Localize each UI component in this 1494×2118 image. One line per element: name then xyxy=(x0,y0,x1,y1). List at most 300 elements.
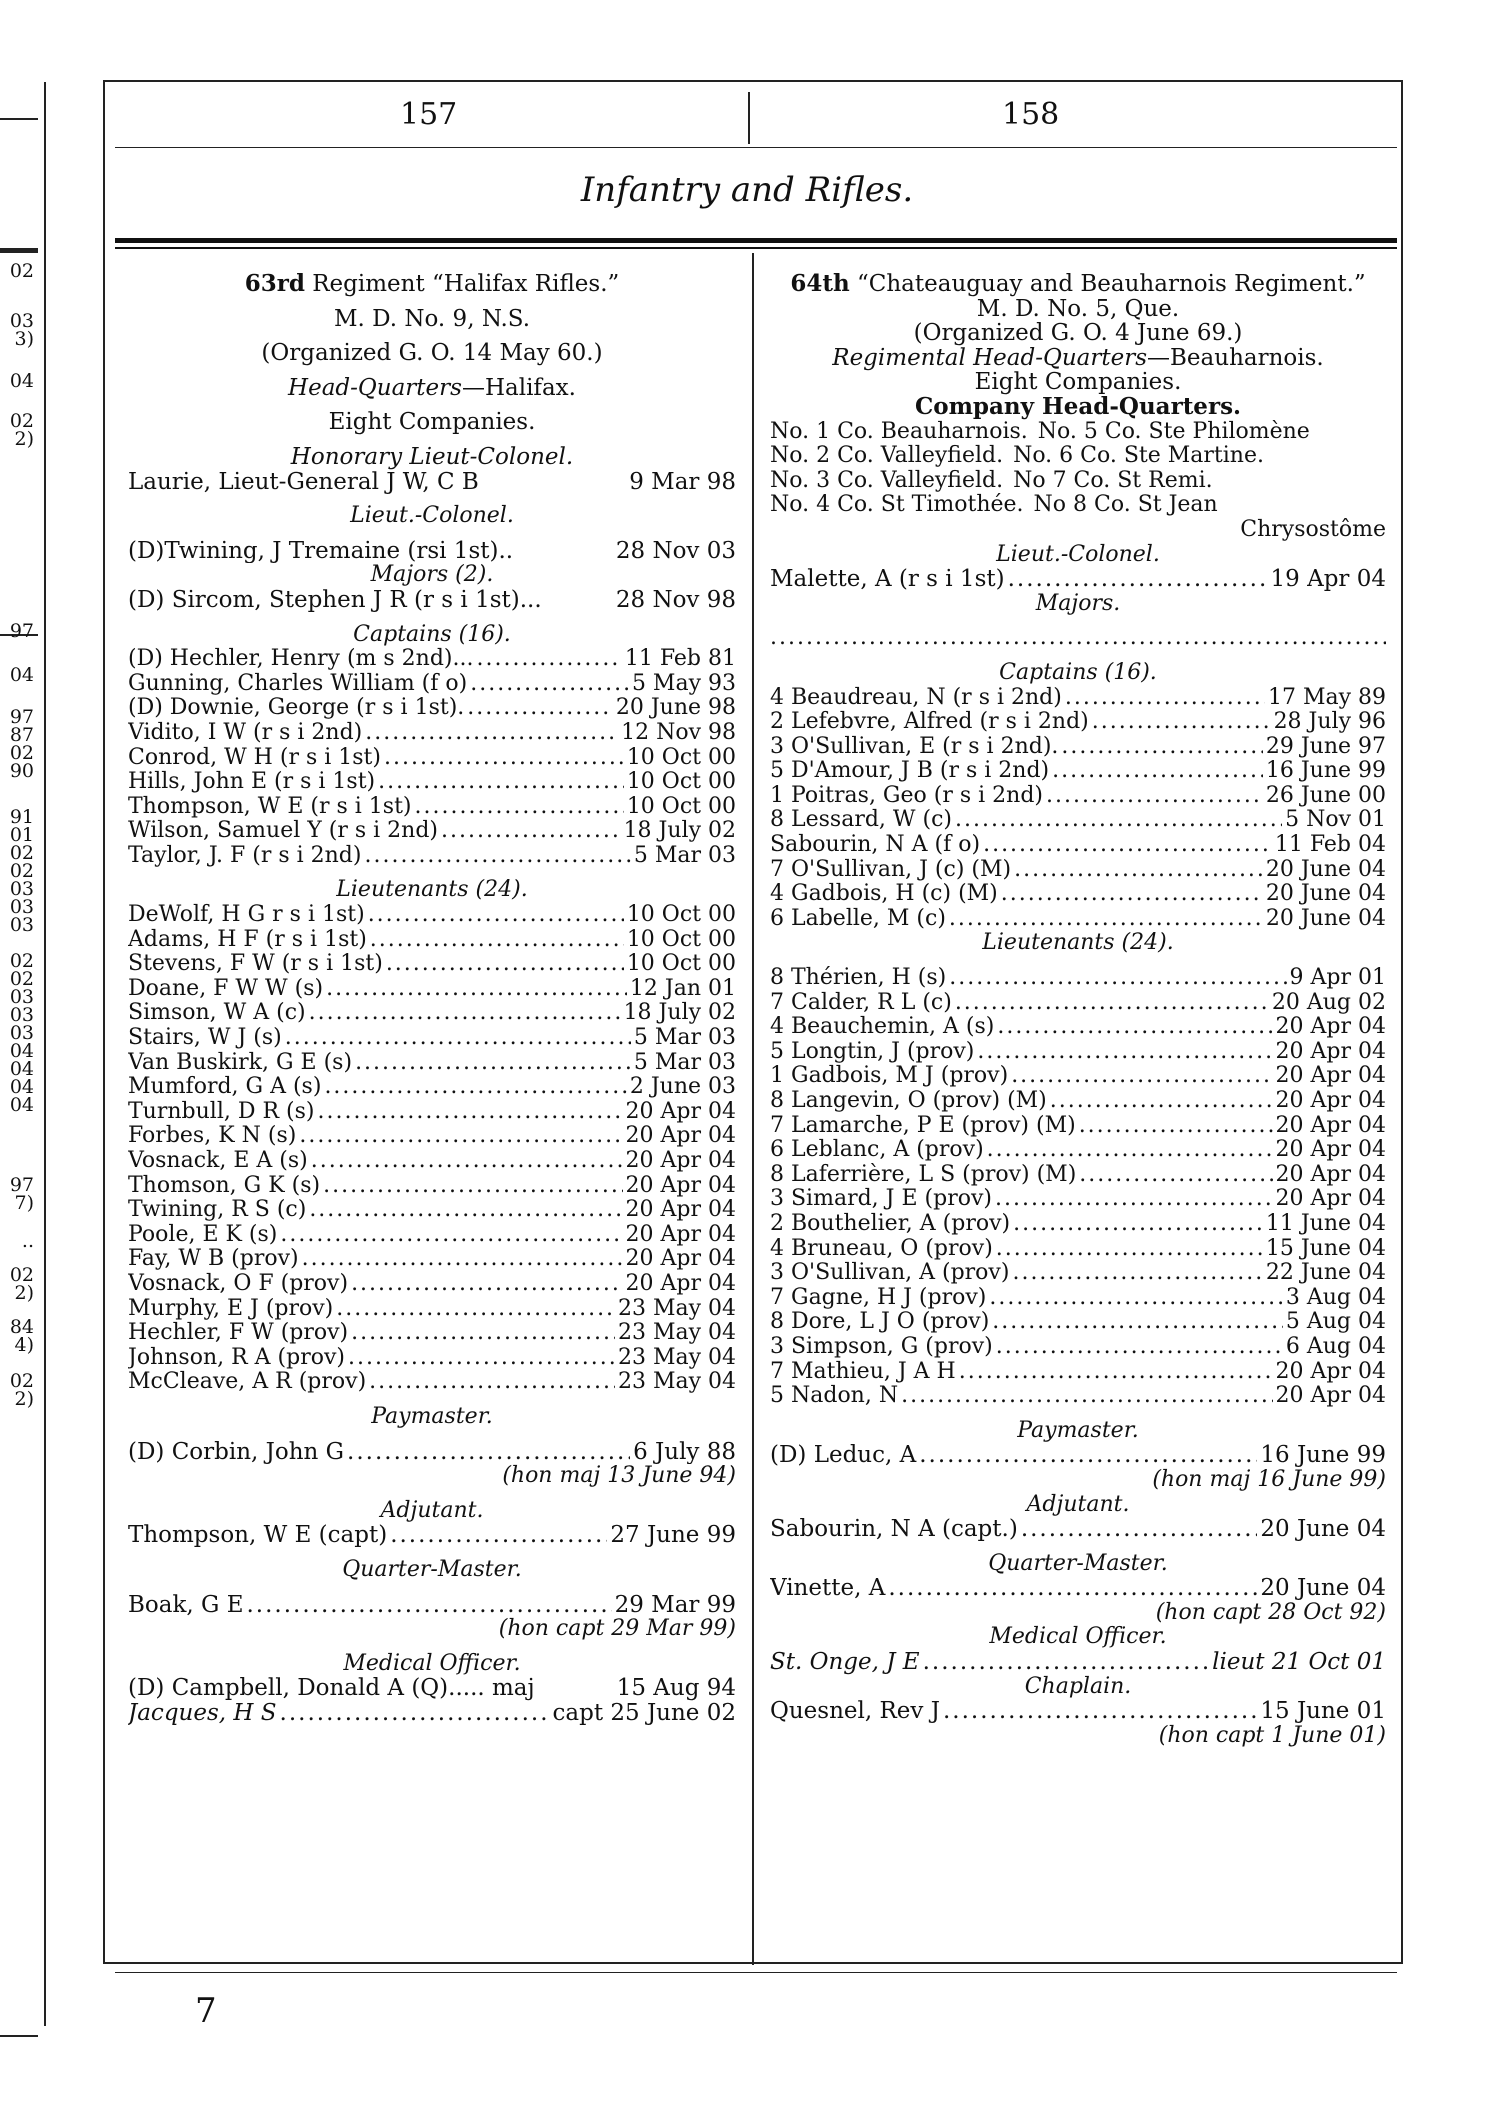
officer-date: 20 Apr 04 xyxy=(625,1222,736,1247)
margin-number: 03 xyxy=(9,914,34,936)
regiment-64th-column xyxy=(770,272,1386,1748)
officer-row xyxy=(770,858,1386,883)
officer-name: (D) Downie, George (r s i 1st). xyxy=(128,696,465,721)
officer-name: Adams, H F (r s i 1st) xyxy=(128,927,367,952)
military-district: M. D. No. 9, N.S. xyxy=(333,305,531,332)
officer-name: Mumford, G A (s) xyxy=(128,1075,322,1100)
officer-row xyxy=(770,567,1386,592)
officer-row xyxy=(128,1174,736,1199)
margin-number: 03 xyxy=(9,310,34,332)
officer-date: 5 May 93 xyxy=(631,671,736,696)
officer-name: McCleave, A R (prov) xyxy=(128,1370,367,1395)
officer-name: Doane, F W W (s) xyxy=(128,976,324,1001)
hq-label: Regimental Head-Quarters xyxy=(832,344,1148,371)
organized-order: (Organized G. O. 4 June 69.) xyxy=(913,320,1243,347)
page-number-left: 157 xyxy=(400,97,458,132)
officer-note: (hon capt 29 Mar 99) xyxy=(498,1616,736,1642)
officer-row xyxy=(770,1212,1386,1237)
officer-name: Forbes, K N (s) xyxy=(128,1124,297,1149)
margin-number: 02 xyxy=(9,950,34,972)
company-hq-row xyxy=(770,469,1386,494)
officer-name: 8 Laferrière, L S (prov) (M) xyxy=(770,1162,1077,1187)
officer-name: (D) Leduc, A xyxy=(770,1443,917,1468)
officer-date: 29 Mar 99 xyxy=(614,1592,736,1618)
paymaster-heading: Paymaster. xyxy=(1017,1417,1139,1443)
officer-date: 18 July 02 xyxy=(623,819,736,844)
page-number-right: 158 xyxy=(1002,97,1060,132)
officer-row xyxy=(128,1272,736,1297)
officer-row xyxy=(128,1026,736,1051)
officer-date: 5 Mar 03 xyxy=(633,1050,736,1075)
officer-name: 3 Simpson, G (prov) xyxy=(770,1334,993,1359)
officer-row xyxy=(128,1247,736,1272)
officer-date: 20 Apr 04 xyxy=(1275,1039,1386,1064)
margin-number: .. xyxy=(21,1230,34,1252)
company-hq-entry: No. 2 Co. Valleyfield. xyxy=(770,443,1004,469)
quartermaster-heading: Quarter-Master. xyxy=(988,1550,1168,1576)
margin-number: 84 xyxy=(9,1316,34,1338)
adjutant-heading: Adjutant. xyxy=(1026,1491,1130,1517)
margin-number: 02 xyxy=(9,410,34,432)
officer-date: 5 Mar 03 xyxy=(633,843,736,868)
officer-date: 20 Apr 04 xyxy=(1275,1187,1386,1212)
officer-row xyxy=(128,721,736,746)
medical-officer-heading: Medical Officer. xyxy=(343,1650,521,1676)
officer-date: 10 Oct 00 xyxy=(626,794,736,819)
officer-date: 20 June 98 xyxy=(615,696,736,721)
captains-list xyxy=(770,686,1386,932)
officer-name: 4 Gadbois, H (c) (M) xyxy=(770,882,998,907)
margin-number: 03 xyxy=(9,986,34,1008)
officer-date: 20 June 04 xyxy=(1265,882,1386,907)
margin-number: 3) xyxy=(14,328,34,350)
officer-name: 1 Poitras, Geo (r s i 2nd) xyxy=(770,783,1044,808)
officer-note: (hon maj 13 June 94) xyxy=(502,1463,736,1489)
officer-name: Thompson, W E (r s i 1st) xyxy=(128,794,412,819)
officer-row xyxy=(128,928,736,953)
company-hq-heading: Company Head-Quarters. xyxy=(914,392,1242,420)
officer-name: Sabourin, N A (f o) xyxy=(770,833,981,858)
officer-date: 15 Aug 94 xyxy=(616,1676,736,1701)
column-divider xyxy=(752,253,754,1965)
officer-name: (D) Campbell, Donald A (Q)..... maj xyxy=(128,1676,535,1701)
officer-row xyxy=(770,1286,1386,1311)
officer-row xyxy=(128,1149,736,1174)
company-hq-entry: No 8 Co. St Jean xyxy=(1033,492,1218,518)
officer-name: Taylor, J. F (r s i 2nd) xyxy=(128,843,362,868)
officer-name: 5 Longtin, J (prov) xyxy=(770,1039,975,1064)
officer-date: 29 June 97 xyxy=(1265,734,1386,759)
officer-date: 18 July 02 xyxy=(623,1001,736,1026)
medical-officer-heading: Medical Officer. xyxy=(989,1624,1167,1650)
officer-date: 2 June 03 xyxy=(629,1075,736,1100)
officer-date: 22 June 04 xyxy=(1265,1261,1386,1286)
officer-name: Thomson, G K (s) xyxy=(128,1173,321,1198)
regiment-title xyxy=(128,272,736,297)
officer-row xyxy=(128,1124,736,1149)
company-hq-entry: No 7 Co. St Remi. xyxy=(1013,467,1213,493)
lieutenants-heading: Lieutenants (24). xyxy=(336,877,528,903)
officer-row xyxy=(770,833,1386,858)
officer-row xyxy=(770,1089,1386,1114)
officer-row xyxy=(128,696,736,721)
officer-date: 28 July 96 xyxy=(1273,710,1386,735)
officer-row xyxy=(770,1187,1386,1212)
officer-date: 10 Oct 00 xyxy=(626,927,736,952)
officer-name: Gunning, Charles William (f o) xyxy=(128,671,468,696)
paymaster-heading: Paymaster. xyxy=(371,1403,493,1429)
officer-date: 23 May 04 xyxy=(617,1345,736,1370)
majors-vacant-dots xyxy=(770,626,1386,651)
officer-name: Poole, E K (s) xyxy=(128,1222,278,1247)
officer-date: 20 Aug 02 xyxy=(1271,990,1386,1015)
margin-rule xyxy=(0,248,38,253)
officer-row xyxy=(770,1360,1386,1385)
officer-date: lieut 21 Oct 01 xyxy=(1212,1650,1386,1675)
officer-row xyxy=(770,1576,1386,1601)
officer-date: 5 Mar 03 xyxy=(633,1026,736,1051)
header-rule xyxy=(115,147,1397,148)
officer-row xyxy=(128,819,736,844)
officer-name: 7 Lamarche, P E (prov) (M) xyxy=(770,1113,1076,1138)
officer-row xyxy=(128,795,736,820)
officer-row xyxy=(770,710,1386,735)
officer-date: 11 June 04 xyxy=(1265,1211,1386,1236)
margin-number: 04 xyxy=(9,664,34,686)
regiment-number: 64th xyxy=(790,270,850,297)
company-hq-entry: No. 5 Co. Ste Philomène xyxy=(1037,418,1310,444)
organized-order: (Organized G. O. 14 May 60.) xyxy=(261,340,603,367)
section-title: Infantry and Rifles. xyxy=(580,170,914,210)
margin-number: 02 xyxy=(9,1264,34,1286)
company-hq-continuation: Chrysostôme xyxy=(1240,516,1386,542)
officer-note: (hon capt 28 Oct 92) xyxy=(1155,1599,1386,1625)
officer-name: Malette, A (r s i 1st) xyxy=(770,567,1005,592)
officer-name: (D) Hechler, Henry (m s 2nd)... xyxy=(128,647,474,672)
military-district: M. D. No. 5, Que. xyxy=(976,295,1180,322)
officer-row xyxy=(128,588,736,613)
headquarters xyxy=(770,346,1386,371)
officer-date: 20 Apr 04 xyxy=(625,1099,736,1124)
officer-row xyxy=(770,882,1386,907)
officer-row xyxy=(128,1593,736,1618)
margin-number: 2) xyxy=(14,1282,34,1304)
officer-row xyxy=(770,1384,1386,1409)
page-number-divider xyxy=(748,92,750,144)
officer-name: Conrod, W H (r s i 1st) xyxy=(128,745,381,770)
hon-lieut-colonel-heading: Honorary Lieut-Colonel. xyxy=(290,443,574,470)
officer-date: 11 Feb 81 xyxy=(624,647,736,672)
officer-row xyxy=(770,907,1386,932)
officer-name: (D)Twining, J Tremaine (rsi 1st).. xyxy=(128,538,514,564)
officer-name: Stairs, W J (s) xyxy=(128,1026,282,1051)
officer-date: 20 June 04 xyxy=(1265,906,1386,931)
officer-row xyxy=(770,735,1386,760)
officer-date: 9 Apr 01 xyxy=(1289,966,1386,991)
page-signature-mark: 7 xyxy=(195,1991,217,2031)
officer-date: 15 June 01 xyxy=(1260,1699,1386,1724)
officer-date: 23 May 04 xyxy=(617,1321,736,1346)
officer-date: 16 June 99 xyxy=(1265,759,1386,784)
company-hq-entry: No. 6 Co. Ste Martine. xyxy=(1013,443,1264,469)
officer-name: Hechler, F W (prov) xyxy=(128,1321,349,1346)
officer-name: 2 Lefebvre, Alfred (r s i 2nd) xyxy=(770,710,1089,735)
officer-date: 5 Aug 04 xyxy=(1285,1310,1386,1335)
lieutenants-heading: Lieutenants (24). xyxy=(982,930,1174,956)
officer-date: 27 June 99 xyxy=(610,1523,736,1548)
officer-name: 7 Calder, R L (c) xyxy=(770,990,952,1015)
officer-date: 20 Apr 04 xyxy=(625,1149,736,1173)
officer-date: 5 Nov 01 xyxy=(1285,808,1386,833)
officer-row xyxy=(770,686,1386,711)
officer-name: 8 Lessard, W (c) xyxy=(770,808,952,833)
officer-row xyxy=(770,1335,1386,1360)
officer-date: 20 June 04 xyxy=(1265,857,1386,882)
margin-number: 2) xyxy=(14,1388,34,1410)
officer-name: Simson, W A (c) xyxy=(128,1001,306,1026)
officer-name: Van Buskirk, G E (s) xyxy=(128,1050,353,1075)
company-hq-row xyxy=(770,493,1386,518)
quartermaster-heading: Quarter-Master. xyxy=(342,1556,522,1582)
officer-row xyxy=(128,1223,736,1248)
hq-place: —Beauharnois. xyxy=(1147,344,1324,371)
officer-row xyxy=(770,1015,1386,1040)
officer-date: 16 June 99 xyxy=(1260,1443,1386,1468)
officer-date: 20 Apr 04 xyxy=(1275,1089,1386,1113)
margin-rule xyxy=(0,2035,38,2037)
officer-name: 3 O'Sullivan, E (r s i 2nd). xyxy=(770,734,1059,759)
officer-date: 20 Apr 04 xyxy=(625,1247,736,1272)
officer-name: Stevens, F W (r s i 1st) xyxy=(128,952,383,977)
margin-rule xyxy=(0,118,38,120)
headquarters xyxy=(128,376,736,401)
officer-date: 20 Apr 04 xyxy=(1275,1064,1386,1089)
majors-heading: Majors. xyxy=(1035,590,1121,616)
officer-row xyxy=(128,1051,736,1076)
officer-row xyxy=(128,903,736,928)
officer-row xyxy=(770,808,1386,833)
officer-row xyxy=(128,1370,736,1395)
hq-label: Head-Quarters xyxy=(288,374,462,401)
officer-date: 20 Apr 04 xyxy=(1275,1384,1386,1409)
officer-name: Sabourin, N A (capt.) xyxy=(770,1517,1018,1542)
bottom-rule-thin xyxy=(115,1972,1397,1973)
officer-row xyxy=(770,1114,1386,1139)
officer-row xyxy=(770,1517,1386,1542)
officer-date: 23 May 04 xyxy=(617,1370,736,1395)
companies-count: Eight Companies. xyxy=(974,369,1182,396)
regiment-number: 63rd xyxy=(244,270,305,297)
margin-number: 01 xyxy=(9,824,34,846)
majors-heading: Majors (2). xyxy=(370,562,494,588)
officer-name: Murphy, E J (prov) xyxy=(128,1296,334,1321)
officer-date: 28 Nov 98 xyxy=(615,587,736,613)
officer-date: 10 Oct 00 xyxy=(626,903,736,928)
officer-date: 26 June 00 xyxy=(1265,783,1386,808)
officer-row xyxy=(770,1163,1386,1188)
officer-date: 3 Aug 04 xyxy=(1285,1285,1386,1310)
chaplain-heading: Chaplain. xyxy=(1024,1673,1132,1699)
hq-place: —Halifax. xyxy=(461,374,576,401)
company-hq-entry: No. 4 Co. St Timothée. xyxy=(770,492,1024,518)
officer-date: 11 Feb 04 xyxy=(1274,833,1386,858)
adjutant-heading: Adjutant. xyxy=(380,1497,484,1523)
officer-date: 23 May 04 xyxy=(617,1296,736,1321)
officer-date: 10 Oct 00 xyxy=(626,745,736,770)
officer-name: Wilson, Samuel Y (r s i 2nd) xyxy=(128,819,439,844)
lieut-colonel-heading: Lieut.-Colonel. xyxy=(996,541,1160,567)
officer-name: DeWolf, H G r s i 1st) xyxy=(128,903,365,928)
officer-name: (D) Sircom, Stephen J R (r s i 1st)... xyxy=(128,587,542,613)
margin-number: 02 xyxy=(9,742,34,764)
officer-name: 7 Mathieu, J A H xyxy=(770,1359,956,1384)
bottom-rule xyxy=(103,1962,1401,1964)
officer-date: 20 Apr 04 xyxy=(1275,1015,1386,1040)
officer-date: 20 June 04 xyxy=(1260,1576,1386,1601)
regiment-title xyxy=(770,272,1386,297)
officer-row xyxy=(128,647,736,672)
officer-name: 3 Simard, J E (prov) xyxy=(770,1187,992,1212)
officer-name: 5 D'Amour, J B (r s i 2nd) xyxy=(770,759,1050,784)
margin-number: 04 xyxy=(9,1076,34,1098)
margin-number: 04 xyxy=(9,1040,34,1062)
officer-name: 7 Gagne, H J (prov) xyxy=(770,1285,987,1310)
margin-number: 02 xyxy=(9,968,34,990)
margin-number: 97 xyxy=(9,1174,34,1196)
officer-row xyxy=(128,952,736,977)
officer-row xyxy=(770,1237,1386,1262)
officer-date: capt 25 June 02 xyxy=(552,1700,736,1726)
officer-name: Johnson, R A (prov) xyxy=(128,1345,345,1370)
officer-row xyxy=(128,672,736,697)
officer-name: (D) Corbin, John G xyxy=(128,1439,345,1465)
regiment-63rd-column xyxy=(128,272,736,1725)
officer-name: 3 O'Sullivan, A (prov) xyxy=(770,1261,1010,1286)
companies-count: Eight Companies. xyxy=(328,409,536,436)
company-hq-entry: No. 1 Co. Beauharnois. xyxy=(770,418,1028,444)
margin-number: 02 xyxy=(9,260,34,282)
officer-date: 12 Jan 01 xyxy=(629,976,736,1001)
officer-row xyxy=(128,1321,736,1346)
captains-list xyxy=(128,647,736,868)
officer-name: 4 Bruneau, O (prov) xyxy=(770,1236,993,1261)
captains-heading: Captains (16). xyxy=(353,621,511,647)
officer-row xyxy=(128,1001,736,1026)
regiment-name: “Chateauguay and Beauharnois Regiment.” xyxy=(857,271,1366,297)
officer-row xyxy=(128,770,736,795)
margin-number: 4) xyxy=(14,1334,34,1356)
officer-date: 10 Oct 00 xyxy=(626,952,736,977)
officer-row xyxy=(770,1699,1386,1724)
margin-number: 02 xyxy=(9,1370,34,1392)
officer-name: 6 Labelle, M (c) xyxy=(770,906,946,931)
officer-date: 20 Apr 04 xyxy=(625,1173,736,1198)
officer-name: Thompson, W E (capt) xyxy=(128,1523,388,1548)
officer-date: 6 July 88 xyxy=(633,1439,736,1465)
officer-date: 20 Apr 04 xyxy=(1275,1359,1386,1384)
lieutenants-list xyxy=(770,966,1386,1409)
officer-row xyxy=(770,1650,1386,1675)
company-hq-table xyxy=(770,420,1386,518)
margin-number: 02 xyxy=(9,842,34,864)
officer-row xyxy=(128,977,736,1002)
officer-name: 1 Gadbois, M J (prov) xyxy=(770,1064,1009,1089)
company-hq-row xyxy=(770,420,1386,445)
officer-name: Vosnack, O F (prov) xyxy=(128,1271,349,1296)
officer-date: 20 Apr 04 xyxy=(625,1271,736,1296)
officer-name: 2 Bouthelier, A (prov) xyxy=(770,1211,1011,1236)
officer-row xyxy=(770,1040,1386,1065)
officer-name: 4 Beaudreau, N (r s i 2nd) xyxy=(770,685,1062,710)
margin-number: 02 xyxy=(9,860,34,882)
officer-row xyxy=(128,844,736,869)
officer-date: 6 Aug 04 xyxy=(1285,1334,1386,1359)
officer-name: 8 Dore, L J O (prov) xyxy=(770,1310,990,1335)
margin-number: 90 xyxy=(9,760,34,782)
margin-number: 97 xyxy=(9,706,34,728)
margin-number: 04 xyxy=(9,1058,34,1080)
officer-row xyxy=(128,1676,736,1701)
margin-number: 04 xyxy=(9,1094,34,1116)
officer-name: 7 O'Sullivan, J (c) (M) xyxy=(770,857,1012,882)
officer-row xyxy=(128,1100,736,1125)
officer-date: 20 Apr 04 xyxy=(1275,1113,1386,1138)
margin-number: 7) xyxy=(14,1192,34,1214)
officer-row xyxy=(770,1064,1386,1089)
officer-name: Vidito, I W (r s i 2nd) xyxy=(128,720,363,745)
lieut-colonel-heading: Lieut.-Colonel. xyxy=(350,503,514,529)
officer-row xyxy=(128,470,736,495)
company-hq-entry: No. 3 Co. Valleyfield. xyxy=(770,467,1004,493)
officer-row xyxy=(128,1701,736,1726)
officer-name: 5 Nadon, N xyxy=(770,1384,899,1409)
officer-date: 20 June 04 xyxy=(1260,1517,1386,1542)
officer-name: 8 Langevin, O (prov) (M) xyxy=(770,1089,1047,1113)
company-hq-row xyxy=(770,444,1386,469)
regiment-name: Regiment “Halifax Rifles.” xyxy=(312,271,620,297)
captains-heading: Captains (16). xyxy=(999,659,1157,685)
officer-name: St. Onge, J E xyxy=(770,1650,920,1675)
margin-number: 2) xyxy=(14,428,34,450)
officer-row xyxy=(128,1523,736,1548)
officer-note: (hon capt 1 June 01) xyxy=(1158,1722,1386,1748)
officer-name: 4 Beauchemin, A (s) xyxy=(770,1015,995,1040)
officer-name: 6 Leblanc, A (prov) xyxy=(770,1138,984,1163)
officer-date: 9 Mar 98 xyxy=(629,469,736,495)
margin-number: 03 xyxy=(9,1004,34,1026)
margin-number: 03 xyxy=(9,1022,34,1044)
officer-date: 20 Apr 04 xyxy=(1275,1162,1386,1187)
officer-row xyxy=(128,539,736,564)
officer-date: 15 June 04 xyxy=(1265,1236,1386,1261)
officer-row xyxy=(770,966,1386,991)
heavy-rule-thin xyxy=(115,247,1397,249)
heavy-rule xyxy=(115,238,1397,243)
officer-name: Quesnel, Rev J xyxy=(770,1699,940,1724)
officer-name: Fay, W B (prov) xyxy=(128,1247,299,1272)
margin-number: 97 xyxy=(9,620,34,642)
officer-row xyxy=(770,1138,1386,1163)
officer-date: 17 May 89 xyxy=(1267,685,1386,710)
officer-date: 20 Apr 04 xyxy=(1275,1138,1386,1163)
officer-row xyxy=(770,759,1386,784)
officer-note: (hon maj 16 June 99) xyxy=(1152,1466,1386,1492)
officer-name: Vosnack, E A (s) xyxy=(128,1149,308,1173)
officer-name: Turnbull, D R (s) xyxy=(128,1099,315,1124)
officer-row xyxy=(128,1075,736,1100)
margin-number: 03 xyxy=(9,896,34,918)
officer-date: 10 Oct 00 xyxy=(626,770,736,795)
